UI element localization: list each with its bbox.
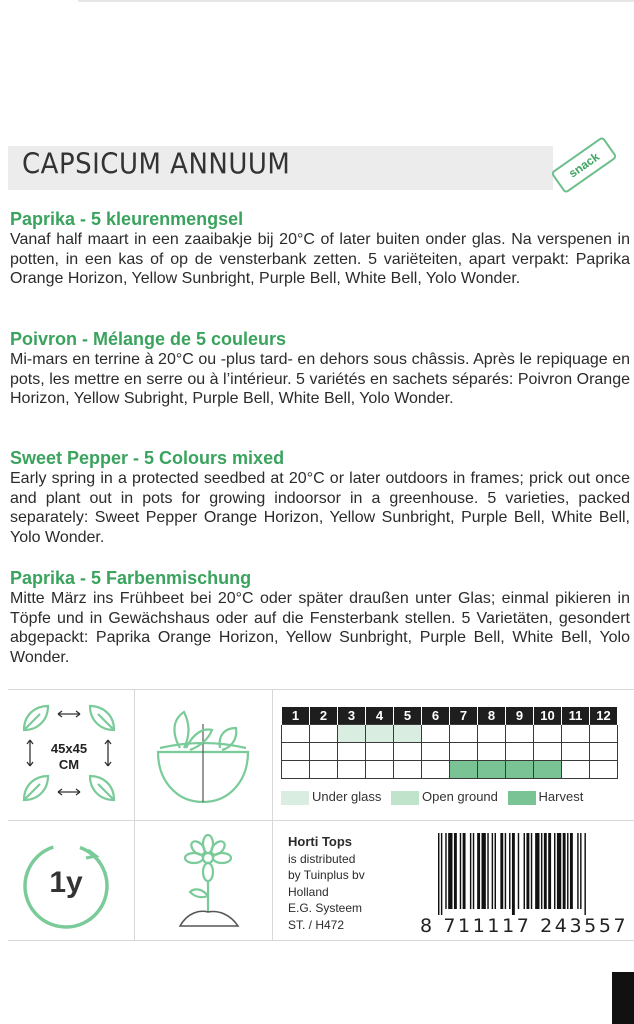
legend-swatch-harvest (508, 791, 536, 805)
calendar-row-under-glass (282, 725, 618, 743)
divider (8, 820, 634, 821)
section-title: Poivron - Mélange de 5 couleurs (10, 329, 287, 349)
distributor-line: Holland (288, 884, 329, 899)
section-title: Sweet Pepper - 5 Colours mixed (10, 448, 285, 468)
spacing-label: 45x45 CM (50, 741, 88, 772)
distributor-info (288, 834, 365, 933)
species-title: CAPSICUM ANNUUM (22, 148, 291, 182)
flower-seed-icon (172, 834, 244, 934)
barcode-image (438, 833, 630, 915)
month-header: 10 (534, 707, 562, 725)
divider (134, 690, 135, 940)
distributor-line: by Tuinplus bv (288, 868, 365, 882)
brand-name: Horti Tops (288, 834, 353, 849)
month-header: 2 (310, 707, 338, 725)
distributor-line: is distributed (288, 851, 356, 866)
month-header: 12 (590, 707, 618, 725)
divider (8, 940, 634, 941)
divider (8, 689, 634, 690)
legend-label: Harvest (538, 789, 584, 804)
section-text: Mi-mars en terrine à 20°C ou -plus tard- en dehors sous châssis. Après le repiquage en pots, les mettre en serre ou à l’intérieur. 5 variétés en sachets séparés: Poivron Orange Horizon, Yellow Subright, Purple Bell, White Bell, Yolo Wonder. (10, 351, 630, 407)
sowing-calendar (281, 707, 618, 779)
distributor-line: E.G. Systeem (288, 901, 363, 915)
month-header: 9 (506, 707, 534, 725)
month-header: 11 (562, 707, 590, 725)
calendar-row-open-ground (282, 743, 618, 761)
section-german (10, 567, 630, 667)
section-title: Paprika - 5 kleurenmengsel (10, 209, 244, 229)
section-text: Vanaf half maart in een zaaibakje bij 20°C of later buiten onder glas. Na verspenen in potten, in een kas of op de vensterbank zetten. 5 variëteiten, apart verpakt: Paprika Orange Horizon, Yellow Sunbright, Purple Bell, White Bell, Yolo Wonder. (10, 231, 630, 287)
top-divider (78, 0, 634, 2)
section-text: Early spring in a protected seedbed at 20°C or later outdoors in frames; prick out once and plant out in pots for growing indoorsor in a greenhouse. 5 varieties, packed separately: Sweet Pepper Orange Horizon, Yellow Sunbright, Purple Bell, White Bell, Yolo Wonder. (10, 470, 630, 546)
divider (272, 690, 273, 940)
lifecycle-label: 1y (49, 866, 83, 899)
month-header: 3 (338, 707, 366, 725)
distributor-line: ST. / H472 (288, 917, 345, 932)
legend-swatch-under-glass (281, 791, 309, 805)
section-text: Mitte März ins Frühbeet bei 20°C oder später draußen unter Glas; einmal pikieren in Töpfe und in Gewächshaus oder auf die Fensterbank stellen. 5 Varietäten, gesondert abgepackt: Paprika Orange Horizon, Yellow Sunbright, Purple Bell, White Bell, Yolo Wonder. (10, 590, 630, 666)
month-header: 7 (450, 707, 478, 725)
section-dutch (10, 208, 630, 289)
legend-label: Under glass (312, 789, 382, 804)
section-english (10, 447, 630, 547)
legend-label: Open ground (422, 789, 498, 804)
month-header: 8 (478, 707, 506, 725)
section-french (10, 328, 630, 409)
section-title: Paprika - 5 Farbenmischung (10, 568, 252, 588)
barcode-number: 8 711117 243557 (420, 915, 629, 937)
month-header: 6 (422, 707, 450, 725)
month-header: 1 (282, 707, 310, 725)
month-header: 5 (394, 707, 422, 725)
pot-planting-icon (150, 704, 256, 808)
edge-mark (612, 972, 634, 1024)
calendar-legend (281, 789, 589, 805)
calendar-row-harvest (282, 761, 618, 779)
snack-badge: snack (550, 136, 617, 194)
legend-swatch-open-ground (391, 791, 419, 805)
month-header: 4 (366, 707, 394, 725)
